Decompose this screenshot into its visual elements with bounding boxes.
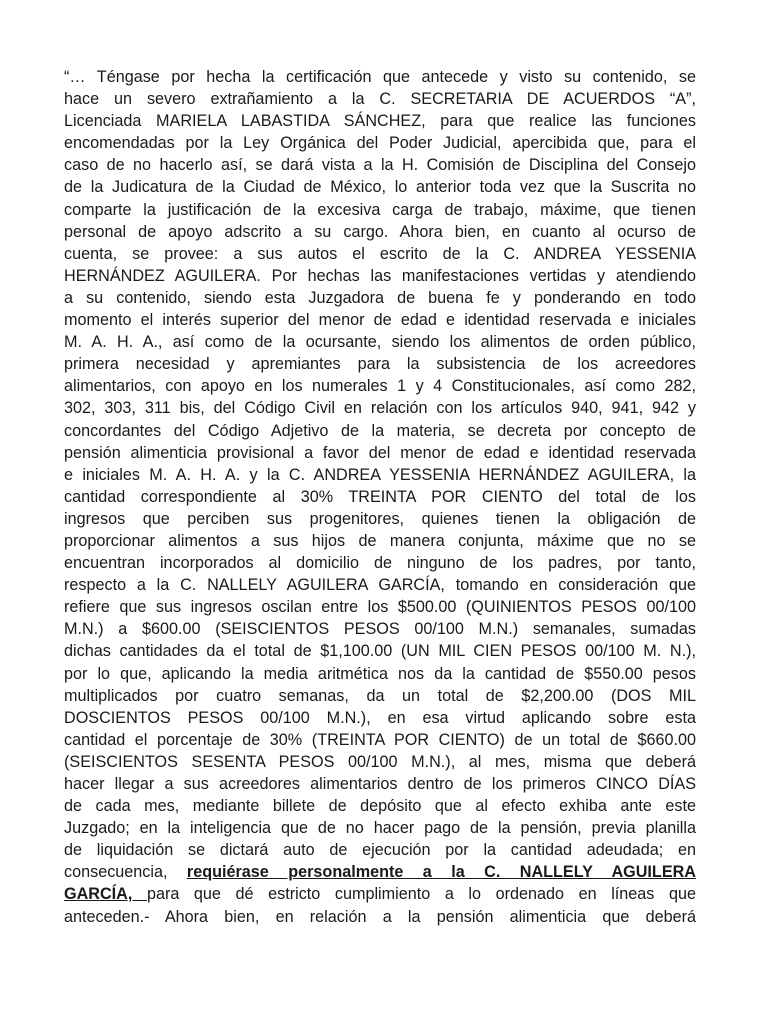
- text-line: cantidad el porcentaje de 30% (TREINTA POR CIENTO) de un total de $660.00: [64, 730, 696, 749]
- text-line: M. A. H. A., así como de la ocursante, siendo los alimentos de orden público,: [64, 333, 696, 352]
- text-plain: para que dé estricto cumplimiento a lo ordenado en líneas que: [146, 885, 696, 904]
- text-line: encomendadas por la Ley Orgánica del Poder Judicial, apercibida que, para el: [64, 134, 696, 153]
- text-line: refiere que sus ingresos oscilan entre los $500.00 (QUINIENTOS PESOS 00/100: [64, 598, 696, 617]
- text-line: a su contenido, siendo esta Juzgadora de buena fe y ponderando en todo: [64, 288, 696, 307]
- text-line-emphasis-start: [64, 861, 696, 883]
- text-line: personal de apoyo adscrito a su cargo. Ahora bien, en cuanto al ocurso de: [64, 222, 696, 241]
- emphasized-name-text: GARCÍA,: [64, 885, 147, 904]
- text-line: de cada mes, mediante billete de depósito que al efecto exhiba ante este: [64, 797, 696, 816]
- text-line: HERNÁNDEZ AGUILERA. Por hechas las manifestaciones vertidas y atendiendo: [64, 266, 696, 285]
- text-line: multiplicados por cuatro semanas, da un total de $2,200.00 (DOS MIL: [64, 686, 696, 705]
- text-line: (SEISCIENTOS SESENTA PESOS 00/100 M.N.), al mes, misma que deberá: [64, 752, 696, 771]
- text-line: concordantes del Código Adjetivo de la materia, se decreta por concepto de: [64, 421, 696, 440]
- text-line: momento el interés superior del menor de edad e identidad reservada e iniciales: [64, 311, 696, 330]
- text-line: caso de no hacerlo así, se dará vista a la H. Comisión de Disciplina del Consejo: [64, 156, 696, 175]
- text-line: dichas cantidades da el total de $1,100.00 (UN MIL CIEN PESOS 00/100 M. N.),: [64, 642, 696, 661]
- text-line: e iniciales M. A. H. A. y la C. ANDREA YESSENIA HERNÁNDEZ AGUILERA, la: [64, 465, 696, 484]
- text-line: “… Téngase por hecha la certificación que antecede y visto su contenido, se: [64, 68, 696, 86]
- text-line: pensión alimenticia provisional a favor del menor de edad e identidad reservada: [64, 443, 696, 462]
- text-line-emphasis-end: [64, 883, 696, 905]
- text-line: proporcionar alimentos a sus hijos de manera conjunta, máxime que no se: [64, 531, 696, 550]
- text-line: hace un severo extrañamiento a la C. SECRETARIA DE ACUERDOS “A”,: [64, 90, 696, 109]
- text-line: DOSCIENTOS PESOS 00/100 M.N.), en esa virtud aplicando sobre esta: [64, 708, 696, 727]
- text-line: respecto a la C. NALLELY AGUILERA GARCÍA, tomando en consideración que: [64, 576, 696, 595]
- emphasized-order-text: requiérase personalmente a la C. NALLELY AGUILERA: [186, 863, 696, 882]
- text-line: Licenciada MARIELA LABASTIDA SÁNCHEZ, para que realice las funciones: [64, 112, 696, 131]
- text-line: ingresos que perciben sus progenitores, quienes tienen la obligación de: [64, 509, 696, 528]
- text-line: alimentarios, con apoyo en los numerales 1 y 4 Constitucionales, así como 282,: [64, 377, 696, 396]
- text-line: comparte la justificación de la excesiva carga de trabajo, máxime, que tienen: [64, 200, 696, 219]
- text-line: M.N.) a $600.00 (SEISCIENTOS PESOS 00/100 M.N.) semanales, sumadas: [64, 620, 696, 639]
- text-line: hacer llegar a sus acreedores alimentarios dentro de los primeros CINCO DÍAS: [64, 775, 696, 793]
- text-plain: consecuencia,: [64, 863, 187, 882]
- text-line: 302, 303, 311 bis, del Código Civil en relación con los artículos 940, 941, 942 y: [64, 399, 696, 418]
- text-line: Juzgado; en la inteligencia que de no hacer pago de la pensión, previa planilla: [64, 819, 696, 838]
- text-line: encuentran incorporados al domicilio de ninguno de los padres, por tanto,: [64, 554, 696, 573]
- text-line: de la Judicatura de la Ciudad de México, lo anterior toda vez que la Suscrita no: [64, 178, 696, 197]
- text-line: cuenta, se provee: a sus autos el escrito de la C. ANDREA YESSENIA: [64, 244, 696, 263]
- text-line: anteceden.- Ahora bien, en relación a la pensión alimenticia que deberá: [64, 907, 696, 926]
- text-line: por lo que, aplicando la media aritmética nos da la cantidad de $550.00 pesos: [64, 664, 696, 683]
- document-body-text: [64, 66, 696, 928]
- text-line: cantidad correspondiente al 30% TREINTA POR CIENTO del total de los: [64, 487, 696, 506]
- text-line: de liquidación se dictará auto de ejecución por la cantidad adeudada; en: [64, 841, 696, 860]
- text-line: primera necesidad y apremiantes para la subsistencia de los acreedores: [64, 355, 696, 374]
